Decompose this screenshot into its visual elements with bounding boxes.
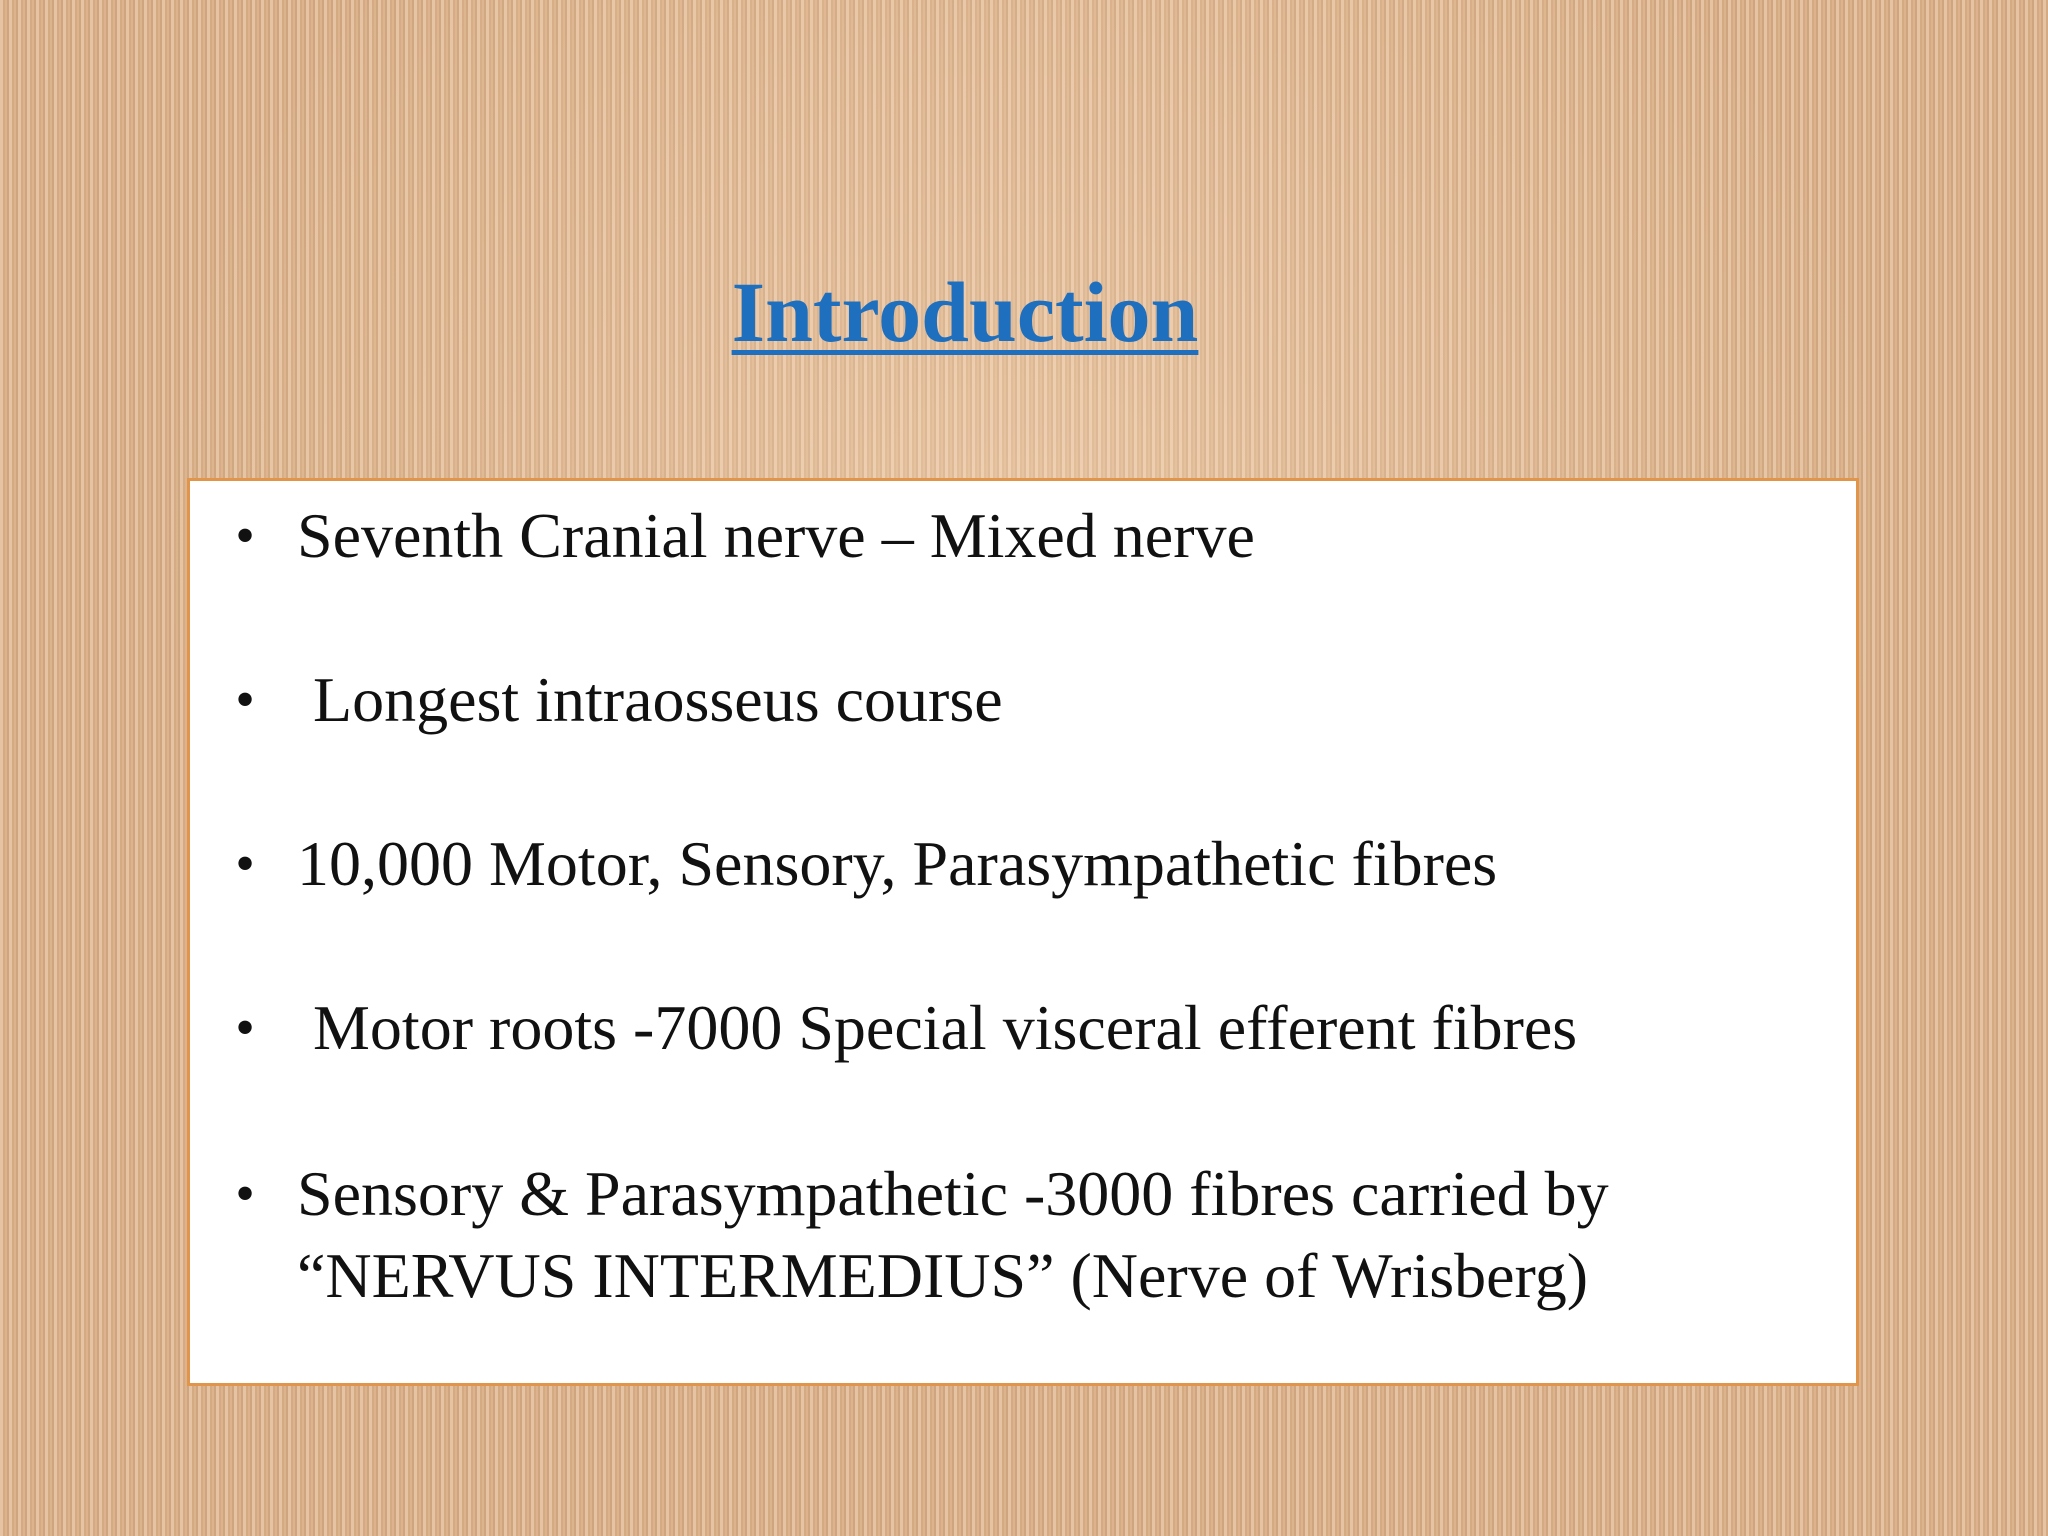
bullet-icon: •	[235, 833, 255, 895]
bullet-icon: •	[235, 997, 255, 1059]
bullet-text: Sensory & Parasympathetic -3000 fibres carried by “NERVUS INTERMEDIUS” (Nerve of Wrisberg)	[297, 1158, 1609, 1311]
content-box	[187, 478, 1859, 1386]
bullet-text: 10,000 Motor, Sensory, Parasympathetic fibres	[297, 828, 1498, 899]
bullet-item	[215, 1153, 1835, 1317]
slide-title: Introduction	[731, 264, 1199, 360]
bullet-icon: •	[235, 1163, 255, 1225]
bullet-text: Seventh Cranial nerve – Mixed nerve	[297, 500, 1255, 571]
bullet-item	[215, 659, 1835, 741]
bullet-item	[215, 823, 1835, 905]
bullet-icon: •	[235, 669, 255, 731]
bullet-text: Motor roots -7000 Special visceral efferent fibres	[313, 992, 1578, 1063]
bullet-icon: •	[235, 505, 255, 567]
bullet-item	[215, 495, 1835, 577]
bullet-text: Longest intraosseus course	[313, 664, 1003, 735]
bullet-item	[215, 987, 1835, 1069]
